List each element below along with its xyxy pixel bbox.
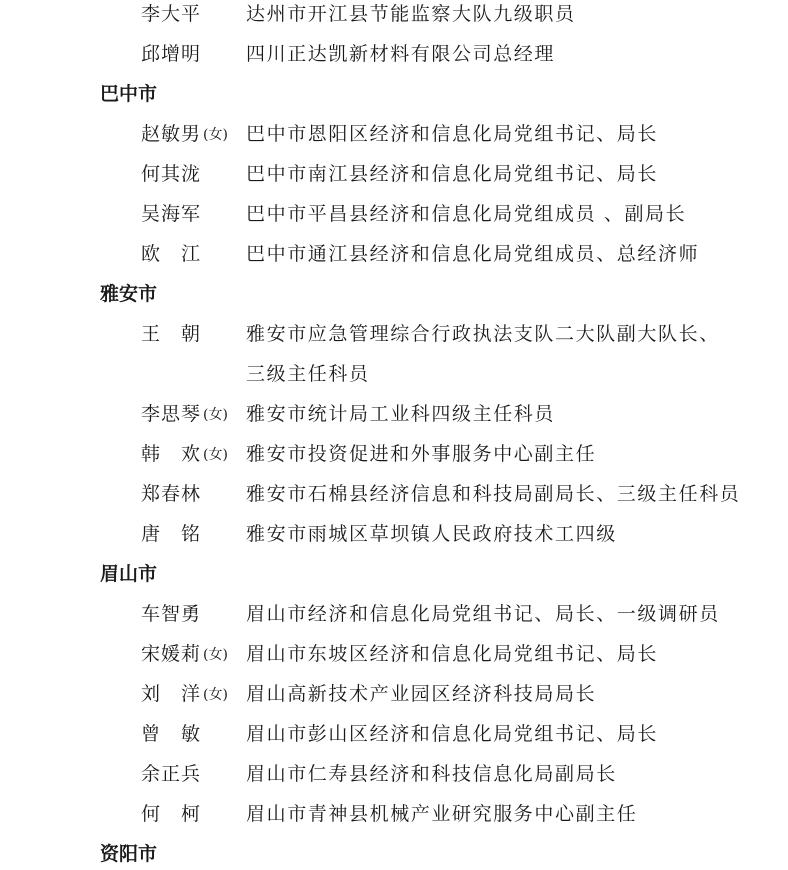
- section-heading: 眉山市: [100, 563, 158, 585]
- person-title: 四川正达凯新材料有限公司总经理: [246, 43, 556, 65]
- person-title: 眉山市青神县机械产业研究服务中心副主任: [246, 803, 638, 825]
- female-marker: (女): [203, 687, 228, 703]
- person-name: 车智勇: [141, 603, 202, 625]
- person-title: 巴中市恩阳区经济和信息化局党组书记、局长: [246, 123, 659, 145]
- female-marker: (女): [203, 127, 228, 143]
- list-item: [0, 600, 788, 640]
- person-title: 巴中市南江县经济和信息化局党组书记、局长: [246, 163, 659, 185]
- person-title: 雅安市统计局工业科四级主任科员: [246, 403, 556, 425]
- person-name-second-char: 江: [181, 243, 201, 265]
- list-item-continuation: [0, 360, 788, 400]
- person-title: 眉山市经济和信息化局党组书记、局长、一级调研员: [246, 603, 720, 625]
- list-item: [0, 480, 788, 520]
- person-name: 赵敏男: [141, 123, 202, 145]
- list-item: [0, 520, 788, 560]
- person-name: 宋媛莉: [141, 643, 202, 665]
- person-name-first-char: 唐: [141, 523, 161, 545]
- person-title: 雅安市投资促进和外事服务中心副主任: [246, 443, 597, 465]
- section-heading: 雅安市: [100, 283, 158, 305]
- person-name: 李大平: [141, 3, 202, 25]
- list-item: [0, 800, 788, 840]
- list-item: [0, 320, 788, 360]
- list-item: [0, 240, 788, 280]
- person-name: 郑春林: [141, 483, 202, 505]
- list-item: [0, 720, 788, 760]
- female-marker: (女): [203, 447, 228, 463]
- female-marker: (女): [203, 407, 228, 423]
- female-marker: (女): [203, 647, 228, 663]
- person-title: 雅安市应急管理综合行政执法支队二大队副大队长、: [246, 323, 720, 345]
- person-name-second-char: 朝: [181, 323, 201, 345]
- list-item: [0, 440, 788, 480]
- person-name-second-char: 洋: [181, 683, 201, 705]
- person-name-second-char: 铭: [181, 523, 201, 545]
- person-name-first-char: 曾: [141, 723, 161, 745]
- person-name: 吴海军: [141, 203, 202, 225]
- person-name-second-char: 柯: [181, 803, 201, 825]
- person-name: 何其泷: [141, 163, 202, 185]
- person-name: 邱增明: [141, 43, 202, 65]
- list-item: [0, 160, 788, 200]
- list-item: [0, 200, 788, 240]
- person-title: 巴中市通江县经济和信息化局党组成员、总经济师: [246, 243, 700, 265]
- list-item: [0, 0, 788, 40]
- person-name-first-char: 韩: [141, 443, 161, 465]
- list-item: [0, 640, 788, 680]
- person-title: 雅安市雨城区草坝镇人民政府技术工四级: [246, 523, 617, 545]
- list-item: [0, 400, 788, 440]
- list-item: [0, 120, 788, 160]
- list-item: [0, 40, 788, 80]
- section-heading: 巴中市: [100, 83, 158, 105]
- person-title: 眉山市东坡区经济和信息化局党组书记、局长: [246, 643, 659, 665]
- person-title: 眉山高新技术产业园区经济科技局局长: [246, 683, 597, 705]
- person-name-first-char: 何: [141, 803, 161, 825]
- person-name-first-char: 欧: [141, 243, 161, 265]
- person-title: 眉山市仁寿县经济和科技信息化局副局长: [246, 763, 617, 785]
- person-title: 眉山市彭山区经济和信息化局党组书记、局长: [246, 723, 659, 745]
- person-title: 巴中市平昌县经济和信息化局党组成员 、副局长: [246, 203, 687, 225]
- person-title: 雅安市石棉县经济信息和科技局副局长、三级主任科员: [246, 483, 741, 505]
- person-name-second-char: 欢: [181, 443, 201, 465]
- person-name-first-char: 王: [141, 323, 161, 345]
- list-item: [0, 680, 788, 720]
- section-heading: 资阳市: [100, 843, 158, 865]
- person-name-first-char: 刘: [141, 683, 161, 705]
- person-name-second-char: 敏: [181, 723, 201, 745]
- person-title-continuation: 三级主任科员: [246, 363, 370, 385]
- person-title: 达州市开江县节能监察大队九级职员: [246, 3, 576, 25]
- list-item: [0, 760, 788, 800]
- person-name: 李思琴: [141, 403, 202, 425]
- person-name: 余正兵: [141, 763, 202, 785]
